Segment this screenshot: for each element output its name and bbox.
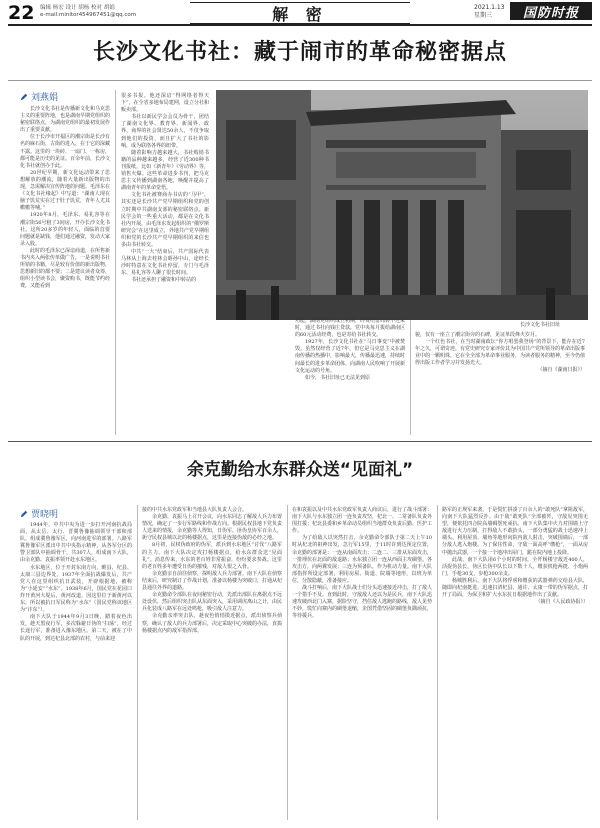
paper-name: 国防时报 (522, 5, 579, 21)
article2-column-1 (20, 522, 132, 643)
staff-credits (40, 5, 136, 19)
paragraph: 书社以新民学会会员为骨干，团结了湖南文化界、教育界、新闻界、政界、商界的社会贤达50余人，不仅争取到他们的投资，而且扩大了书社的影响，成为联络各界的纽带。 (121, 114, 209, 149)
article1-column-1 (20, 106, 110, 290)
paragraph: 路军的正规军来袭，于是慌忙拼凑了百余人的“敢死队”拿阻敌军，向南下大队猛烈反扑。由于敌“敢死队”全部被歼，守敌见突围无望，便依托四合院高墙碉堡死顽抗。南下大队集中火力对围墙上守敌进行火力压制，打得敌人不敢抬头，一部分勇猛的战士迅速冲上墙头，利用屋顶、墙角等地形向院内敌人射击，突破围墙后，一部分敌人逃入炮楼。为了保住性命，守敌一面高呼“缴枪”，一面从房中抛出武器，一个接一个地冲出屋门，跪在院内地上投降。 (442, 507, 588, 556)
paragraph: 功能，湖南党组织成立初期，经费结留周转不过来时，通过书社向钱庄贷款。党中央每月拨给湖南区的60元活动经费，也是寄给书社转交。 (295, 318, 406, 339)
paragraph: 此战，南下大队用6个小时的时间，全歼杨楼守敌近400人，活捉伪县长，伪区长伪中队长以下数十人，缴获机枪两挺、小炮两门，手枪30支，步枪300余支。 (442, 556, 588, 577)
title-rule (8, 80, 592, 81)
column-divider (287, 505, 288, 820)
column-divider (137, 505, 138, 820)
article1-column-4 (415, 332, 585, 375)
article1-author (20, 90, 58, 103)
paragraph: （摘自《人民政协报》） (535, 599, 588, 606)
paragraph: 8月初，民权伪政府的伪军，派兵到水东地区“讨伐”八路军的主力。南下大队决定攻打杨楼据点，给水东群众送“见面礼”。消息传来，水东的老百姓非常振奋，纷纷要求参战。这里的老百姓多年遭受日伪的摧残，对敌人恨之入骨。 (142, 542, 282, 570)
column-divider (437, 505, 438, 820)
paragraph: （摘自《湖南日报》） (537, 367, 585, 374)
pen-icon (20, 93, 28, 101)
paragraph: 杨城胜利后，南下大队将俘虏和缴获的武器弹药交给县大队，随即向杞南挺进，迅速扫清杞县、通许、太康一带的伪军据点，打开了局面，为保卫和扩大水东抗日根据地作出了贡献。 (442, 577, 588, 599)
paragraph: 此时的毛泽东已深谙商道，在所售新书内夹入两张传单做广告，一是说明书社所销的书籍，尽是较有价值的新出版物，思想新旧的都不要；二是建议读者众筹，组织小型读书会，聚资购书，既能节约经费，又能看到 (20, 247, 111, 290)
paper-logo (510, 2, 592, 20)
author-name: 贾晓明 (31, 510, 59, 520)
staff-line: 编辑 杨宏 设计 胡杨 校对 胡娟 (40, 5, 115, 11)
column-divider (115, 90, 116, 435)
article1-title: 长沙文化书社：藏于闹市的革命秘密据点 (92, 40, 507, 65)
paragraph: 接的中共水东党政军和当地县大队负责人会合。 (142, 507, 248, 513)
article1-column-3 (295, 318, 405, 382)
paragraph: 1944年，中共中央为进一步打开河南抗战局面，从太岳、太行、晋冀鲁豫抽调领导干部和部队，组成冀鲁豫军区，向河南进军的部署。八路军冀鲁豫军区派出中共中央指示精神，从各军分区的警卫部队中抽调骨干，共307人，组成南下大队，由余克勤、袁振率领开赴水东地区。 (20, 522, 132, 564)
pen-icon (20, 510, 28, 518)
paragraph: 余克勤、袁振马上召开会议，向水东同志了解敌人兵力布置情况，确定了一步行军路线和作战方向。根据民权县地下党负责人送来的情报，余克勤等人得知，日伪军、匪伪皇协军百余人，扼守民权县城以北的杨楼据点，这里是连接伪敌的必经之地。 (142, 514, 283, 542)
article2-column-3 (292, 507, 432, 621)
paragraph: 余克勤亲率突击队，趁夜色悄悄摸近据点，派出侦察兵侦察，确认了敌人的兵力部署后，决定采取中心突破的办法，直捣杨楼据点内的敌军指挥部。 (142, 613, 283, 634)
paragraph: 水东地区，位于开封东南方向，睢县、杞县、太康三县边界处。1937年全面抗战爆发后，共产党人在这里组织抗日武装，开辟根据地，被称为“小延安”“水东”。1938年6月，国民党在花园口炸开黄河大堤后，黄河改道，因这里位于新黄河以东，所以被抗日军民称为“水东”（国民党称该地区为“汴东”）。 (20, 564, 132, 614)
weekday: 星期三 (474, 12, 493, 19)
date: 2021.1.13 (474, 4, 505, 11)
author-name: 刘燕娟 (31, 93, 59, 103)
paragraph: 20世纪早期，新文化运动带来了思想解放的潮流，随着大量新出版物的出现，急需解决宣传阵地的问题。毛泽东在《文化书社缘起》中写道：“湖南人现在脑子饥荒实在过于肚子饥荒，青年人尤其嗷嗷等哺。” (20, 169, 111, 212)
paragraph: 位于长沙市开福区的潮宗街是长沙有名的麻石街，古街的进入，在于它的深藏不露。这里的一块砖、一扇门、一栋房，都可能是历史的见证。百余年前，长沙文化书社就创办于此。 (20, 134, 111, 169)
paragraph: 中共“一大”结束后，共产国际代表马林从上海去桂林会晤孙中山，途经长沙时特意在文化书社停留，专门与毛泽东、易礼容等人聊了很长时间。 (121, 249, 209, 277)
article2-column-4 (442, 507, 588, 606)
email-line: e-mail:minitor454967451@qq.com (40, 12, 137, 18)
paragraph: 战斗打响后，南下大队战士们分头迅速接近冲击，打了敌人一个措手不及。直到此时，守敌敌人还以为是民兵，南下大队迅速攻破西北门入寨，据险坚守，挡住敌人逃跑的路线，敌人见势不妙，慌忙向寨内的碉堡退缩，企图凭借坚固的碉堡负隅顽抗，等待援兵。 (292, 585, 433, 620)
article1-column-2 (121, 93, 209, 285)
paragraph: 貌，仅有一座立了潮宗街旁的石碑，见证革段烽火岁月。 (415, 332, 541, 338)
article2-author (20, 507, 58, 520)
column-divider (410, 320, 411, 435)
historic-photo (216, 90, 588, 320)
section-banner (190, 2, 410, 24)
paragraph: 很多书报。他还深谙“得网络者得天下”，在全省多地布局建网，设立分社和贩卖部。 (121, 93, 209, 114)
bookstore-building-image (216, 90, 588, 320)
paragraph: 余克勤亲自前往侦察，探明敌人兵力部署。南下大队在侦察结束后，研究制订了作战计划，准备以杨楼为突破口，打通从杞县通往外界的道路。 (142, 570, 283, 592)
paragraph: 书社还承担了融资和中转站的 (131, 277, 197, 284)
issue-date (474, 4, 505, 20)
paragraph: 1927年，长沙文化书社在“马日事变”中被焚毁。虽然仅经营了近7年，但它是马克思主义在湖南传播的热播中，影响最大，传播最迅速，持续时间最长的进步革命团体，向湖南人民吹响了开展新文化运动的号角。 (295, 339, 406, 374)
article2-column-2 (142, 507, 282, 635)
paragraph: 如今，书社旧址已无法见到原 (305, 374, 371, 381)
paragraph: 南下大队于1944年9月3日晚，踏着夜色出发，趁天黑夜行军，多次躲避日伪的“扫荡”，经过长途行军，准备进入豫东地区。第二天，被在了中队的开展，到达杞县北部的农村，与前来迎 (20, 614, 132, 642)
section-title: 解 密 (272, 4, 328, 24)
paragraph: 为了给敌人以突然打击，余克勤命令部队于第二天上午10时从杞北的祖神出发，急行军15里，于11时许到达预定位置，余克勤的部署是：一连从南面攻击；二连二、三排从东面攻击，一排埋伏在北面的敌退路；水东独立团一连从西面主攻碉堡。各攻击方，向两翼发展；三连为预备队，作为机动力量。南下大队部指挥所设定部署，利用房屋、街道、院墙等地形，以班为单位，分散隐蔽，准备接应。 (292, 535, 433, 584)
paragraph: 1920年8月，毛泽东、易礼容等在潮宗街56号租了3间房，开办长沙文化书社。这所20多岁的年轻人，面临的首要问题就是缺钱，他们通过融资，发动大家录入股。 (20, 212, 111, 247)
paragraph: 文化书社被赛商办书店的“马甲”，其实还是长沙共产党早期组织和党的创立时期中共湖南支部的秘密联络点。新民学会的一些重大活动，都是在文化书社内开展，由毛泽东发起组织的“俄罗斯研究会”在这里成立，外地共产党早期组织和党的长沙共产党早期组织的来信也多由书社转交。 (121, 192, 209, 248)
article-separator (8, 441, 592, 442)
paragraph: 一个红色书社，在当时湖南政坛“你方唱罢我登场”的背景下，能存在近7年之久，可谓奇迹。有党史研究专家评价其为中国共产党所领导的革命出版事业中的一颗明珠。它在全全部为革命事业服务，为读者服务的精神，至今仍值得出版工作者学习并发扬光大。 (415, 339, 586, 367)
header-rule (8, 24, 592, 26)
paragraph: 余克勤命令部队在夜间秘密行动，先派出部队在离据点不远处设伏，然后组织突击队从东面突入，采用调虎离山之计，由民兵化装成八路军在远处鸣枪，吸引敌人注意力。 (142, 592, 283, 613)
paragraph: 在和袁振以及中共水东党政军负责人商议后，进行了战斗部署：南下大队与水东独立团一连负责攻坚，杞北一、二常备队负责外围打援；杞北县委和乡革命动员组织当地群众负责后勤、医护工作。 (292, 507, 433, 535)
article2-title: 余克勤给水东群众送“见面礼” (186, 460, 414, 480)
paragraph: 随着影响力越来越大，书社购销书籍的品种越来越多，经营了近300种书刊报纸，比如《新青年》《劳动界》等，销售火爆。这些革命进步书刊，把马克思主义传播到湖南各地，唤醒并提高了湖南青年的革命觉悟。 (121, 149, 209, 192)
page-number: 22 (8, 2, 35, 24)
photo-caption: 长沙文化书社旧址 (520, 322, 561, 328)
paragraph: 长沙文化书社是传播新文化和马克思主义的重要阵地，也是湖南早期党组织的秘密联络点，为湖南党组织的最初发展作出了重要贡献。 (20, 106, 111, 134)
